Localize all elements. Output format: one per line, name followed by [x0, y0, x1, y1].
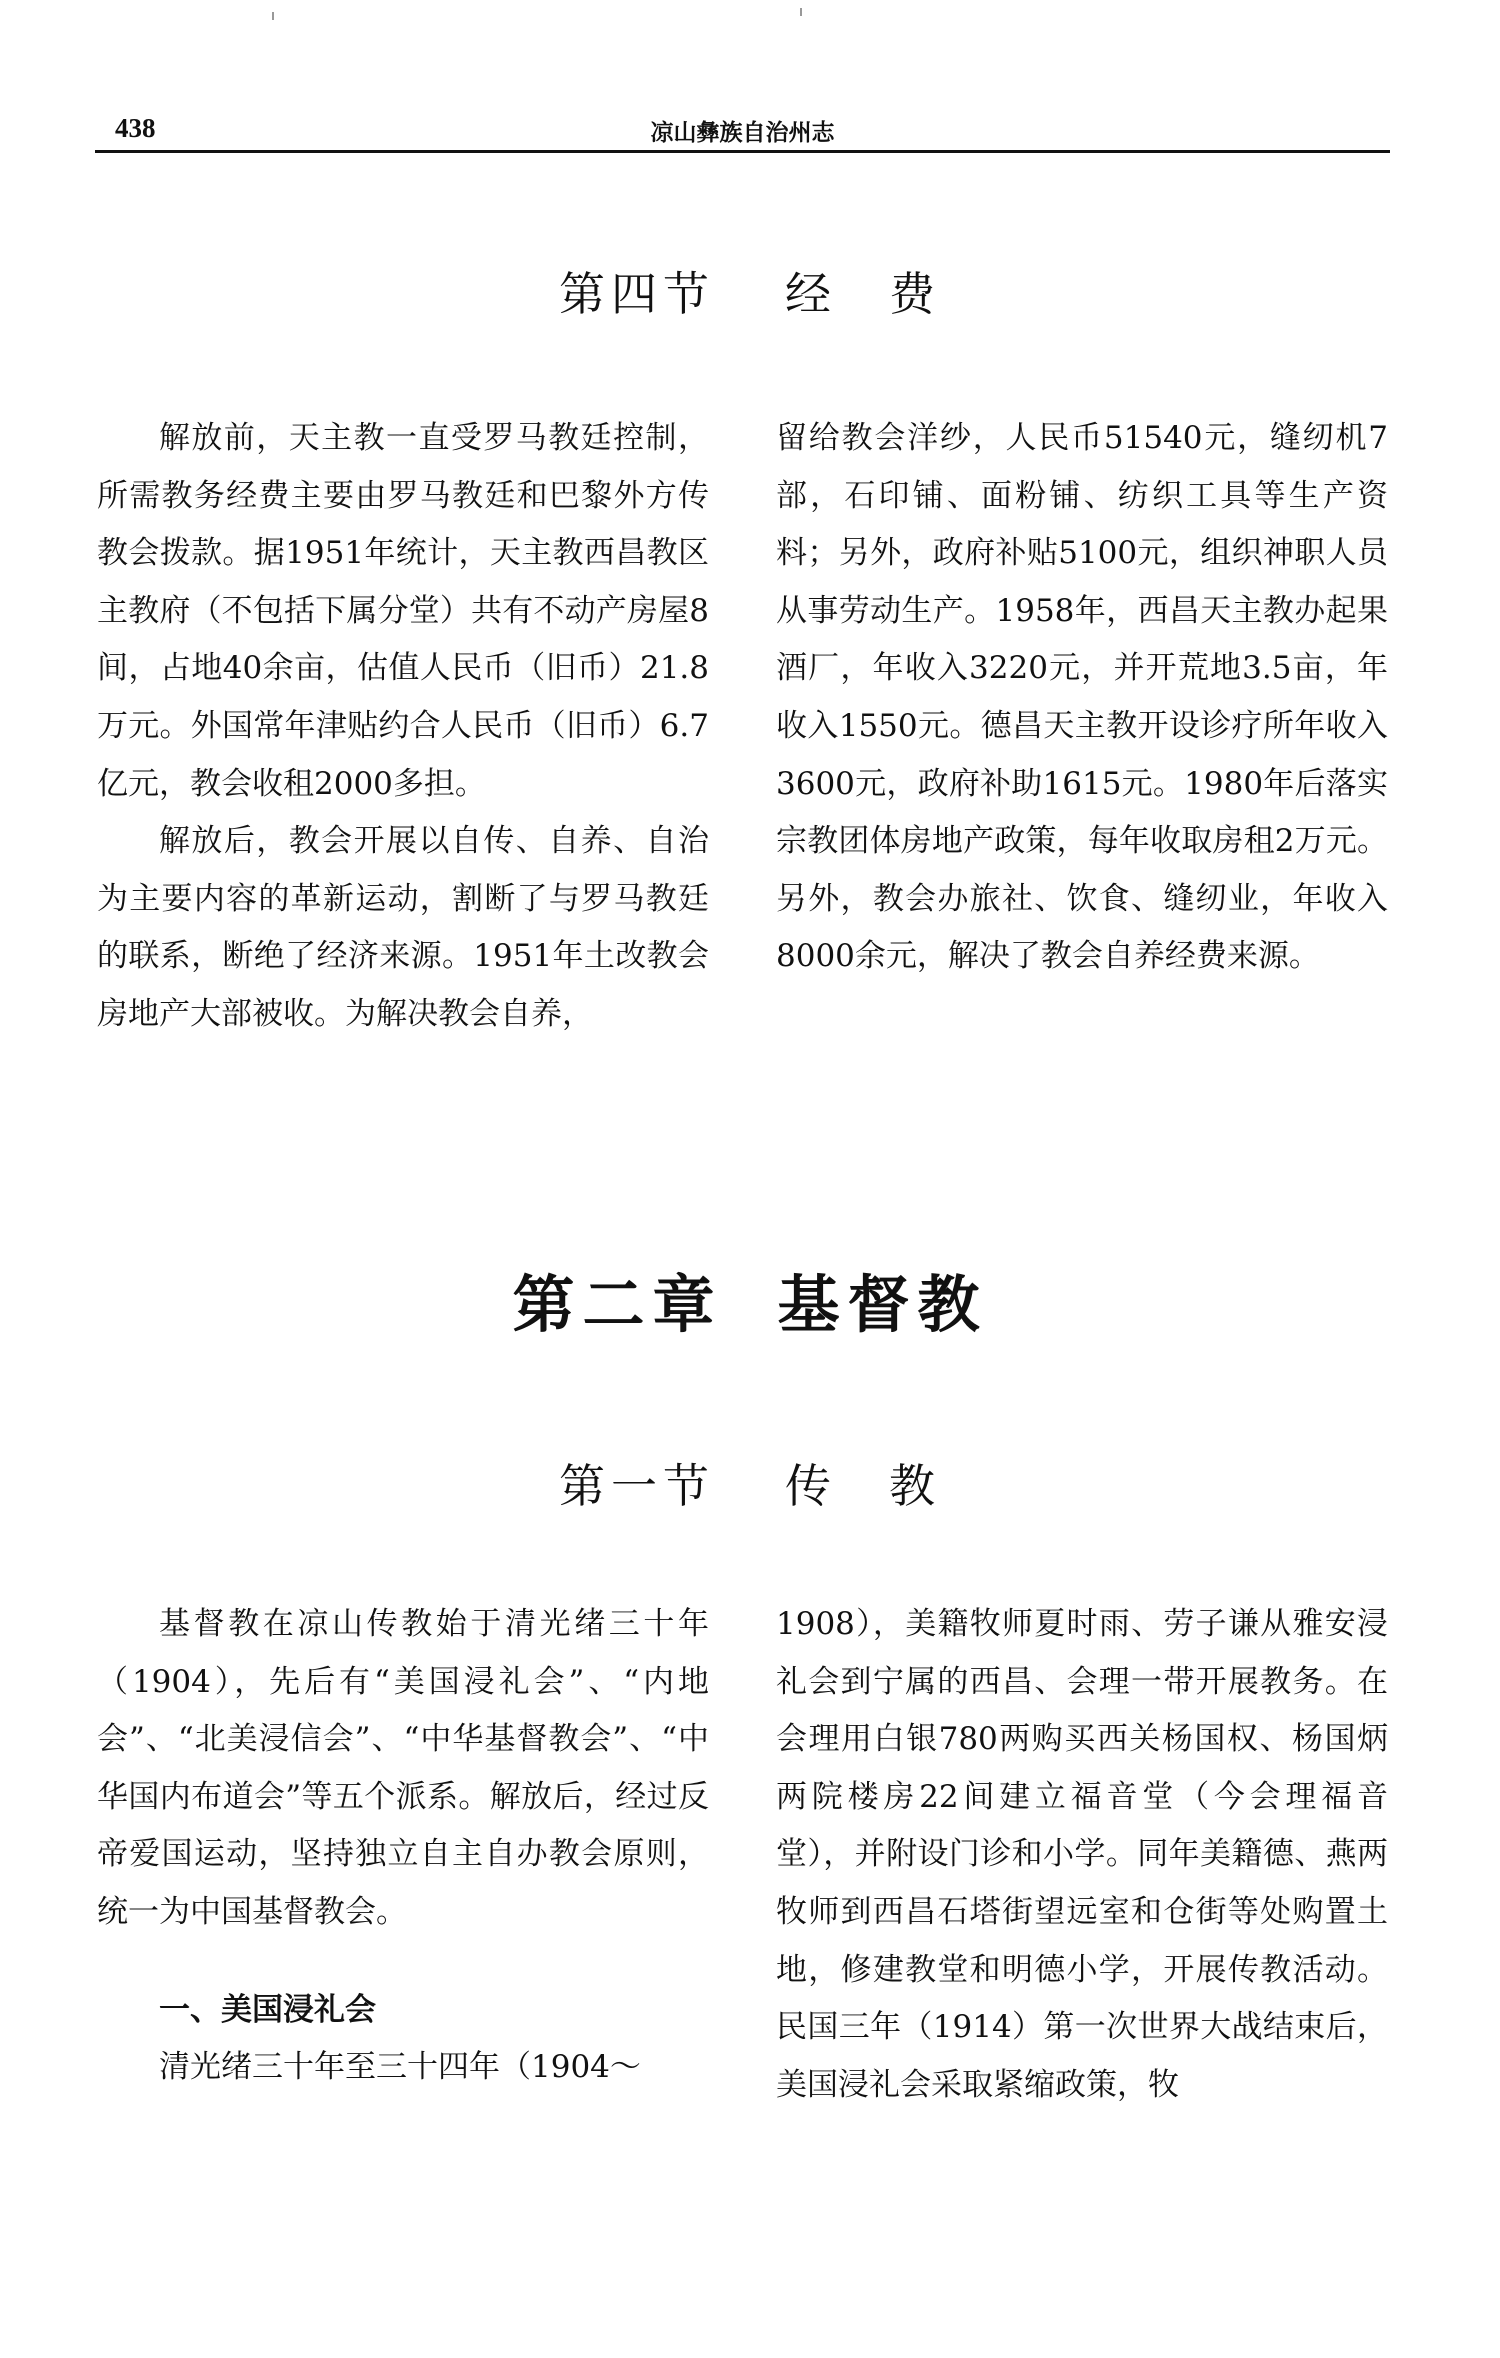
page-number: 438 — [115, 113, 156, 143]
section-4-title: 经 费 — [785, 267, 941, 321]
section-1-heading — [0, 1450, 1500, 1516]
paragraph: 解放后，教会开展以自传、自养、自治为主要内容的革新运动，割断了与罗马教廷的联系，断绝了经济来源。1951年土改教会房地产大部被收。为解决教会自养， — [97, 823, 709, 1032]
section-1-label: 第一节 — [559, 1459, 715, 1513]
chapter-heading — [0, 1255, 1500, 1344]
paragraph: 解放前，天主教一直受罗马教廷控制，所需教务经费主要由罗马教廷和巴黎外方传教会拨款。据1951年统计，天主教西昌教区主教府（不包括下属分堂）共有不动产房屋8间，占地40余亩，估值人民币（旧币）21.8万元。外国常年津贴约合人民币（旧币）6.7亿元，教会收租2000多担。 — [97, 420, 709, 802]
subheading: 一、美国浸礼会 — [159, 1991, 376, 2028]
paragraph: 1908），美籍牧师夏时雨、劳子谦从雅安浸礼会到宁属的西昌、会理一带开展教务。在会理用白银780两购买西关杨国权、杨国炳两院楼房22间建立福音堂（今会理福音堂），并附设门诊和小学。同年美籍德、燕两牧师到西昌石塔街望远室和仓街等处购置土地，修建教堂和明德小学，开展传教活动。民国三年（1914）第一次世界大战结束后，美国浸礼会采取紧缩政策，牧 — [776, 1606, 1388, 2103]
section-1-left-column — [97, 1596, 709, 2097]
section-4-right-column — [776, 410, 1388, 986]
chapter-label: 第二章 — [512, 1268, 723, 1341]
section-4-label: 第四节 — [559, 267, 715, 321]
chapter-title: 基督教 — [777, 1268, 988, 1341]
scan-speck — [800, 8, 802, 16]
section-1-right-column — [776, 1596, 1388, 2114]
running-title: 凉山彝族自治州志 — [650, 120, 835, 146]
paragraph: 基督教在凉山传教始于清光绪三十年（1904），先后有“美国浸礼会”、“内地会”、“北美浸信会”、“中华基督教会”、“中华国内布道会”等五个派系。解放后，经过反帝爱国运动，坚持独立自主自办教会原则，统一为中国基督教会。 — [97, 1606, 709, 1930]
scan-speck — [272, 12, 274, 20]
page-header — [95, 108, 1390, 153]
section-1-title: 传 教 — [785, 1459, 941, 1513]
section-4-left-column — [97, 410, 709, 1044]
paragraph: 清光绪三十年至三十四年（1904～ — [159, 2049, 641, 2086]
section-4-heading — [0, 258, 1500, 324]
paragraph: 留给教会洋纱，人民币51540元，缝纫机7部，石印铺、面粉铺、纺织工具等生产资料；另外，政府补贴5100元，组织神职人员从事劳动生产。1958年，西昌天主教办起果酒厂，年收入3220元，并开荒地3.5亩，年收入1550元。德昌天主教开设诊疗所年收入3600元，政府补助1615元。1980年后落实宗教团体房地产政策，每年收取房租2万元。另外，教会办旅社、饮食、缝纫业，年收入8000余元，解决了教会自养经费来源。 — [776, 420, 1388, 975]
